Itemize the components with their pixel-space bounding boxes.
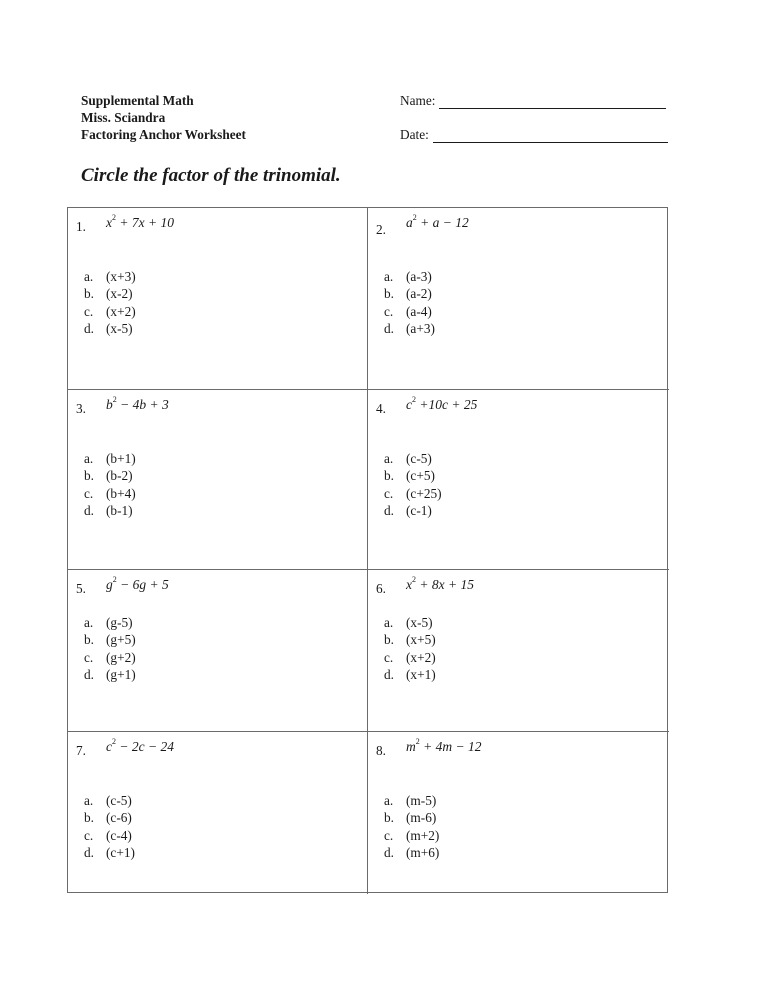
expr-variable: c [106, 739, 112, 754]
choice-factor: (x+2) [406, 649, 436, 665]
problem-grid [67, 207, 668, 893]
choice-letter: a. [84, 615, 94, 630]
course-name: Supplemental Math [81, 93, 194, 108]
choice-factor: (b-2) [106, 468, 133, 484]
choice-letter: c. [84, 485, 94, 501]
choice-option[interactable] [384, 485, 442, 502]
choice-factor: (a-3) [406, 269, 432, 284]
choice-option[interactable] [384, 666, 436, 683]
expr-variable: x [106, 215, 112, 230]
problem-cell [68, 732, 368, 894]
choice-option[interactable] [384, 303, 435, 320]
expr-rest: − 4b + 3 [120, 397, 169, 412]
problem-cell [68, 208, 368, 390]
trinomial-expression: $x^2 + 8x + 15$ [406, 575, 474, 592]
choice-factor: (a+3) [406, 320, 435, 336]
choice-option[interactable] [84, 631, 136, 648]
instructions: Circle the factor of the trinomial. [81, 165, 341, 186]
choice-option[interactable] [84, 467, 136, 484]
choice-factor: (c-5) [106, 793, 132, 808]
student-info [400, 92, 668, 143]
name-row [400, 92, 668, 109]
choice-letter: a. [384, 451, 394, 466]
date-row [400, 126, 668, 143]
trinomial-expression: $b^2 - 4b + 3$ [106, 395, 169, 412]
choice-factor: (a-4) [406, 303, 432, 319]
choice-list [384, 614, 436, 683]
expr-variable: x [406, 577, 412, 592]
choice-option[interactable] [84, 268, 136, 285]
choice-letter: b. [84, 810, 94, 826]
trinomial-expression: $m^2 + 4m - 12$ [406, 737, 482, 754]
problem-number: 5. [76, 581, 86, 596]
problem-number: 2. [376, 222, 386, 237]
worksheet-header [81, 92, 246, 143]
choice-letter: d. [384, 844, 394, 860]
choice-factor: (m+2) [406, 827, 440, 843]
choice-letter: c. [84, 303, 94, 319]
choice-list [84, 792, 135, 861]
choice-letter: d. [384, 320, 394, 336]
expr-variable: m [406, 739, 416, 754]
expr-variable: b [106, 397, 113, 412]
choice-option[interactable] [84, 827, 135, 844]
trinomial-expression: $c^2 - 2c - 24$ [106, 737, 174, 754]
choice-list [384, 450, 442, 519]
choice-option[interactable] [384, 809, 439, 826]
choice-letter: d. [84, 666, 94, 682]
choice-list [84, 450, 136, 519]
choice-factor: (g+5) [106, 632, 136, 648]
choice-list [84, 268, 136, 337]
choice-factor: (g+1) [106, 666, 136, 682]
choice-letter: d. [384, 502, 394, 518]
expr-rest: − 6g + 5 [120, 577, 169, 592]
choice-factor: (g-5) [106, 615, 133, 630]
choice-letter: c. [84, 827, 94, 843]
choice-letter: c. [384, 485, 394, 501]
choice-factor: (x-5) [406, 615, 433, 630]
choice-option[interactable] [84, 320, 136, 337]
date-label: Date: [400, 127, 429, 142]
choice-option[interactable] [84, 285, 136, 302]
problem-number: 3. [76, 401, 86, 416]
choice-factor: (b+4) [106, 485, 136, 501]
choice-factor: (c-4) [106, 827, 132, 843]
choice-letter: c. [384, 827, 394, 843]
name-field[interactable] [439, 95, 666, 109]
choice-option[interactable] [384, 320, 435, 337]
choice-option[interactable] [384, 827, 439, 844]
choice-factor: (x+3) [106, 269, 136, 284]
problem-number: 4. [376, 401, 386, 416]
choice-option[interactable] [384, 450, 442, 467]
choice-letter: a. [84, 269, 94, 284]
choice-letter: c. [384, 649, 394, 665]
choice-letter: d. [384, 666, 394, 682]
choice-letter: d. [84, 844, 94, 860]
choice-option[interactable] [84, 303, 136, 320]
choice-factor: (x-5) [106, 320, 133, 336]
choice-letter: b. [84, 468, 94, 484]
expr-rest: − 2c − 24 [119, 739, 174, 754]
choice-option[interactable] [384, 268, 435, 285]
problem-cell [368, 570, 669, 732]
choice-letter: b. [84, 286, 94, 302]
choice-list [384, 268, 435, 337]
choice-option[interactable] [384, 502, 442, 519]
choice-letter: b. [84, 632, 94, 648]
problem-cell [368, 732, 669, 894]
choice-option[interactable] [84, 792, 135, 809]
choice-factor: (m-6) [406, 810, 437, 826]
name-label: Name: [400, 93, 436, 108]
choice-letter: a. [384, 269, 394, 284]
expr-rest: + a − 12 [420, 215, 469, 230]
choice-factor: (g+2) [106, 649, 136, 665]
expr-variable: a [406, 215, 413, 230]
choice-list [384, 792, 439, 861]
choice-factor: (x+2) [106, 303, 136, 319]
problem-number: 8. [376, 743, 386, 758]
trinomial-expression: $g^2 - 6g + 5$ [106, 575, 169, 592]
choice-option[interactable] [384, 614, 436, 631]
choice-option[interactable] [384, 285, 435, 302]
problem-number: 1. [76, 219, 86, 234]
choice-option[interactable] [384, 844, 439, 861]
expr-variable: c [406, 397, 412, 412]
teacher-name: Miss. Sciandra [81, 110, 166, 125]
choice-option[interactable] [384, 467, 442, 484]
choice-option[interactable] [84, 450, 136, 467]
choice-option[interactable] [84, 844, 135, 861]
choice-factor: (m+6) [406, 844, 440, 860]
choice-letter: b. [384, 468, 394, 484]
choice-factor: (c+25) [406, 485, 442, 501]
choice-option[interactable] [84, 485, 136, 502]
date-field[interactable] [433, 129, 668, 143]
trinomial-expression: $a^2 + a - 12$ [406, 213, 469, 230]
choice-factor: (c+5) [406, 468, 435, 484]
choice-option[interactable] [384, 649, 436, 666]
choice-option[interactable] [84, 809, 135, 826]
choice-factor: (c-6) [106, 810, 132, 826]
choice-factor: (x-2) [106, 286, 133, 302]
problem-number: 6. [376, 581, 386, 596]
choice-letter: c. [384, 303, 394, 319]
choice-factor: (a-2) [406, 286, 432, 302]
choice-factor: (b-1) [106, 502, 133, 518]
choice-option[interactable] [84, 666, 136, 683]
choice-letter: a. [384, 615, 394, 630]
expr-rest: + 7x + 10 [119, 215, 174, 230]
problem-cell [68, 390, 368, 570]
choice-factor: (x+5) [406, 632, 436, 648]
choice-factor: (c+1) [106, 844, 135, 860]
choice-letter: b. [384, 632, 394, 648]
problem-cell [368, 390, 669, 570]
choice-list [84, 614, 136, 683]
expr-rest: + 8x + 15 [419, 577, 474, 592]
expr-variable: g [106, 577, 113, 592]
choice-factor: (x+1) [406, 666, 436, 682]
choice-factor: (b+1) [106, 451, 136, 466]
problem-cell [68, 570, 368, 732]
problem-cell [368, 208, 669, 390]
choice-letter: b. [384, 286, 394, 302]
choice-factor: (c-1) [406, 502, 432, 518]
choice-letter: d. [84, 502, 94, 518]
choice-factor: (m-5) [406, 793, 437, 808]
problem-number: 7. [76, 743, 86, 758]
choice-letter: d. [84, 320, 94, 336]
worksheet-title: Factoring Anchor Worksheet [81, 127, 246, 142]
choice-letter: a. [84, 451, 94, 466]
trinomial-expression: $x^2 + 7x + 10$ [106, 213, 174, 230]
choice-option[interactable] [84, 614, 136, 631]
choice-option[interactable] [84, 649, 136, 666]
trinomial-expression: $c^2 +10c + 25$ [406, 395, 478, 412]
choice-letter: a. [384, 793, 394, 808]
choice-option[interactable] [384, 792, 439, 809]
choice-letter: a. [84, 793, 94, 808]
choice-letter: b. [384, 810, 394, 826]
expr-rest: +10c + 25 [419, 397, 478, 412]
choice-option[interactable] [84, 502, 136, 519]
choice-factor: (c-5) [406, 451, 432, 466]
expr-rest: + 4m − 12 [423, 739, 482, 754]
choice-option[interactable] [384, 631, 436, 648]
choice-letter: c. [84, 649, 94, 665]
